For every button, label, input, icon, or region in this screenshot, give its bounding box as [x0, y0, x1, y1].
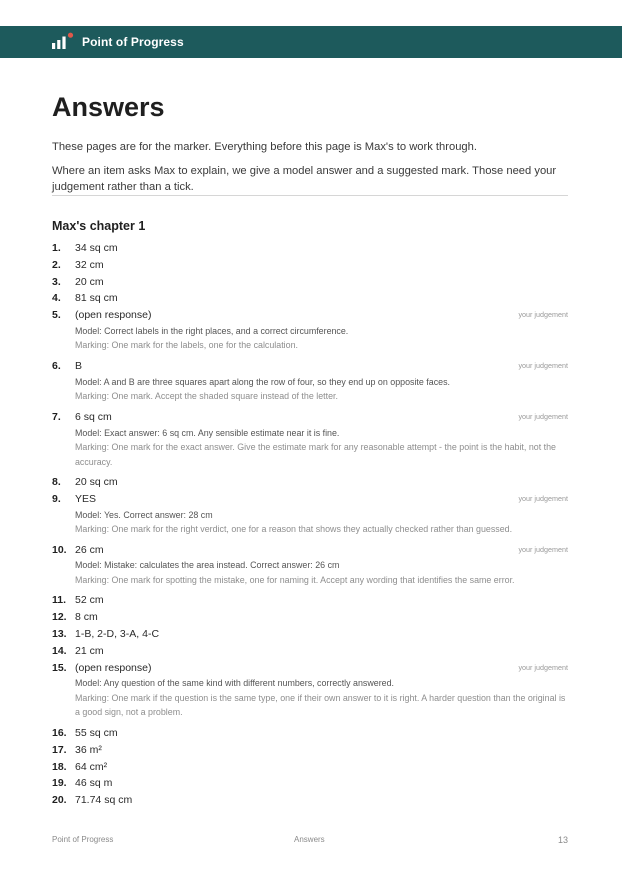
footer-section: Answers: [294, 835, 325, 844]
answer-line: [52, 290, 570, 307]
answer-text: 64 cm²: [75, 760, 108, 773]
answer-text: 20 cm: [75, 275, 104, 288]
model-answer: Model: Exact answer: 6 sq cm. Any sensible estimate near it is fine.: [75, 427, 340, 438]
answer-line: [52, 542, 570, 559]
answer-item: [52, 274, 570, 291]
answer-line: [52, 307, 570, 324]
answer-line: [52, 409, 570, 426]
answer-text: YES: [75, 492, 97, 505]
answer-line: [52, 274, 570, 291]
model-answer: Model: Mistake: calculates the area instead. Correct answer: 26 cm: [75, 560, 340, 571]
answer-line: [52, 626, 570, 643]
answer-line: [52, 358, 570, 375]
marking-guidance: Marking: One mark for the labels, one for the calculation.: [75, 340, 298, 351]
model-answer: Model: Yes. Correct answer: 28 cm: [75, 509, 213, 520]
answer-item: [52, 725, 570, 742]
brand-header: [0, 26, 622, 58]
answer-line: [52, 775, 570, 792]
answer-text: 34 sq cm: [75, 242, 118, 254]
answer-item: [52, 290, 570, 307]
intro-paragraph: These pages are for the marker. Everything before this page is Max's to work through.: [52, 141, 477, 153]
answer-line: [52, 742, 570, 759]
answer-text: 52 cm: [75, 594, 104, 607]
answer-item: [52, 660, 570, 720]
answer-item: [52, 775, 570, 792]
answer-number: 19.: [52, 777, 67, 790]
answer-line: [52, 643, 570, 660]
answer-line: [52, 792, 570, 809]
answer-text: 6 sq cm: [75, 410, 112, 423]
answer-line: [52, 257, 570, 274]
answer-line: [52, 660, 570, 677]
model-answer: Model: A and B are three squares apart along the row of four, so they end up on opposite faces.: [75, 376, 450, 387]
answer-item: [52, 240, 570, 257]
answer-line: [52, 474, 570, 491]
answer-item: [52, 257, 570, 274]
answer-item: [52, 358, 570, 404]
answer-text: 32 cm: [75, 258, 104, 271]
answer-number: 11.: [52, 594, 67, 607]
answer-line: [52, 491, 570, 508]
judgement-label: your judgement: [518, 662, 568, 672]
answer-text: 71.74 sq cm: [75, 794, 133, 807]
answer-number: 10.: [52, 543, 67, 556]
answer-text: 36 m²: [75, 743, 102, 756]
answer-text: 46 sq m: [75, 777, 113, 790]
answer-item: [52, 759, 570, 776]
judgement-label: your judgement: [518, 411, 568, 421]
answer-item: [52, 474, 570, 491]
answer-text: 55 sq cm: [75, 726, 118, 739]
answer-text: 8 cm: [75, 611, 98, 624]
answer-item: [52, 592, 570, 609]
answer-number: 2.: [52, 258, 61, 271]
marking-guidance: Marking: One mark for the exact answer. Give the estimate mark for any reasonable attempt - the point is the habit, not the accuracy.: [75, 442, 556, 467]
answer-line: [52, 759, 570, 776]
answer-number: 5.: [52, 309, 61, 322]
footer-brand: Point of Progress: [52, 835, 114, 844]
model-answer: Model: Any question of the same kind with different numbers, correctly answered.: [75, 678, 395, 689]
answer-text: 21 cm: [75, 644, 104, 657]
judgement-label: your judgement: [518, 310, 568, 320]
answer-number: 3.: [52, 275, 61, 288]
top-margin: [0, 0, 622, 26]
answer-item: [52, 643, 570, 660]
page-title: Answers: [52, 92, 165, 122]
bar-chart-logo-icon: [52, 32, 74, 50]
marking-guidance: Marking: One mark for spotting the mistake, one for naming it. Accept any wording that identifies the same error.: [75, 574, 515, 585]
answer-number: 20.: [52, 794, 67, 807]
judgement-label: your judgement: [518, 544, 568, 554]
answer-text: (open response): [75, 661, 152, 674]
divider: [52, 195, 568, 196]
answer-item: [52, 542, 570, 588]
answer-number: 9.: [52, 492, 61, 505]
model-answer: Model: Correct labels in the right places, and a correct circumference.: [75, 325, 349, 336]
answer-number: 13.: [52, 628, 67, 641]
answer-number: 17.: [52, 743, 67, 756]
answer-line: [52, 592, 570, 609]
section-title: Max's chapter 1: [52, 219, 146, 233]
answer-item: [52, 491, 570, 537]
answer-number: 12.: [52, 611, 67, 624]
answer-item: [52, 626, 570, 643]
answer-item: [52, 307, 570, 353]
answer-number: 1.: [52, 242, 61, 254]
marking-guidance: Marking: One mark for the right verdict, one for a reason that shows they actually checked rather than guessed.: [75, 524, 513, 535]
answer-item: [52, 409, 570, 469]
answer-text: 20 sq cm: [75, 476, 118, 489]
answer-item: [52, 609, 570, 626]
answer-number: 6.: [52, 359, 61, 372]
answer-number: 15.: [52, 661, 67, 674]
answer-text: B: [75, 359, 83, 372]
answer-number: 14.: [52, 644, 67, 657]
answer-line: [52, 725, 570, 742]
brand-name: Point of Progress: [82, 35, 184, 49]
answer-text: 81 sq cm: [75, 292, 118, 305]
intro-text: [52, 139, 570, 203]
judgement-label: your judgement: [518, 493, 568, 503]
intro-paragraph: Where an item asks Max to explain, we give a model answer and a suggested mark. Those need your judgement rather than a tick.: [52, 164, 557, 193]
judgement-label: your judgement: [518, 360, 568, 370]
answer-number: 4.: [52, 292, 61, 305]
page-number: 13: [557, 835, 568, 845]
answer-line: [52, 609, 570, 626]
answer-number: 7.: [52, 410, 61, 423]
answer-item: [52, 792, 570, 809]
answer-text: (open response): [75, 309, 152, 322]
answer-number: 16.: [52, 726, 67, 739]
answer-list: [52, 240, 570, 809]
answer-line: [52, 240, 570, 257]
answer-text: 26 cm: [75, 543, 104, 556]
answer-number: 18.: [52, 760, 67, 773]
answer-text: 1-B, 2-D, 3-A, 4-C: [75, 628, 160, 641]
answer-number: 8.: [52, 476, 61, 489]
marking-guidance: Marking: One mark if the question is the same type, one if their own answer to it is right. A harder question than the original is a good sign, not a problem.: [75, 692, 566, 718]
answer-item: [52, 742, 570, 759]
marking-guidance: Marking: One mark. Accept the shaded square instead of the letter.: [75, 391, 338, 402]
page-footer: [52, 835, 568, 849]
